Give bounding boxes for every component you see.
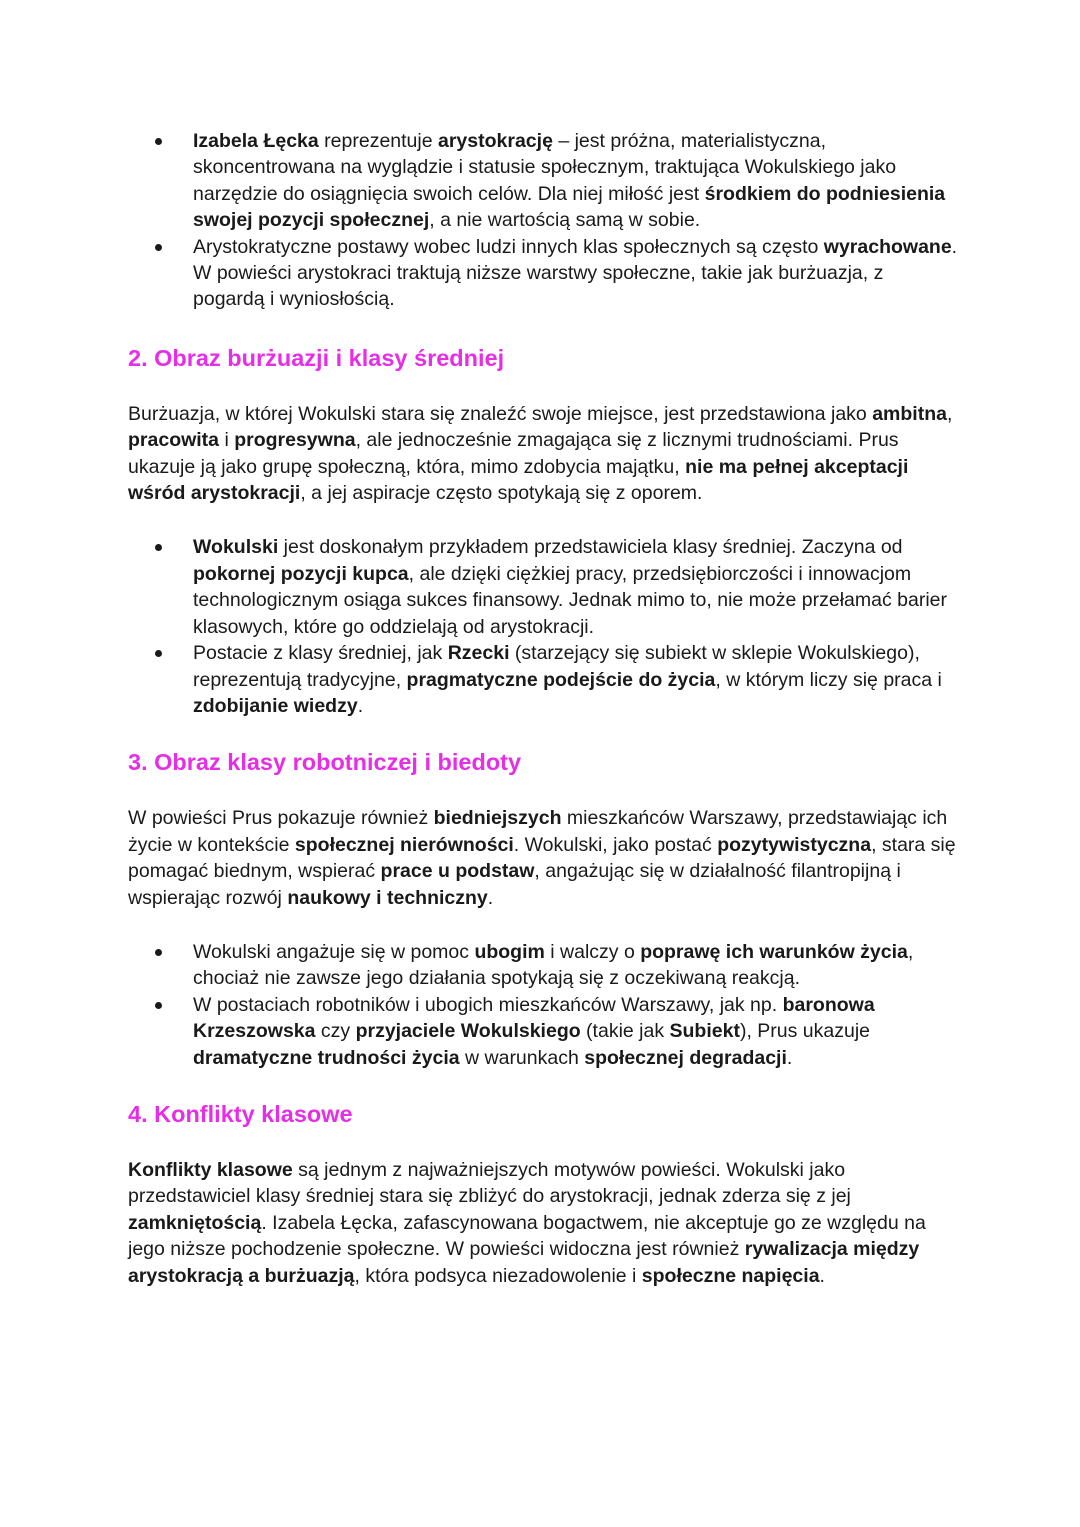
bold-text-run: zdobijanie wiedzy [193,694,358,717]
text-run: W powieści Prus pokazuje również [128,807,434,830]
text-run: W postaciach robotników i ubogich mieszkańców Warszawy, jak np. [193,993,783,1016]
aristocracy-bullet-list [128,128,958,313]
text-run: , [946,402,953,425]
bold-text-run: dramatyczne trudności życia [193,1046,460,1069]
bold-text-run: ambitna [872,402,947,425]
text-run: Arystokratyczne postawy wobec ludzi innych klas społecznych są często [193,235,824,258]
bold-text-run: pragmatyczne podejście do życia [406,668,716,691]
list-item [193,128,958,234]
bold-text-run: nie ma pełnej akceptacji wśród arystokracji [128,455,909,505]
text-run: – jest próżna, materialistyczna, skoncentrowana na wyglądzie i statusie społecznym, traktująca Wokulskiego jako narzędzie do osiągnięcia swoich celów. Dla niej miłość jest [193,130,897,205]
bold-text-run: Rzecki [447,642,510,665]
list-item [193,939,958,992]
paragraph-working-class [128,805,958,911]
bold-text-run: pracowita [128,429,220,452]
bold-text-run: prace u podstaw [380,860,535,883]
text-run: , chociaż nie zawsze jego działania spotykają się z oczekiwaną reakcją. [193,940,914,990]
text-run: , ale dzięki ciężkiej pracy, przedsiębiorczości i innowacjom technologicznym osiąga sukces finansowy. Jednak mimo to, nie może przełamać barier klasowych, które go oddzielają od arystokracji. [193,562,947,638]
text-run: Postacie z klasy średniej, jak [193,642,448,665]
bold-text-run: baronowa Krzeszowska [193,993,875,1043]
text-run: czy [315,1020,356,1043]
text-run: , angażując się w działalność filantropijną i wspierając rozwój [128,860,901,909]
document-content [128,128,958,1289]
text-run: . Wokulski, jako postać [513,833,718,856]
bold-text-run: społeczne napięcia [641,1264,820,1287]
middle-class-bullet-list [128,534,958,719]
bold-text-run: wyrachowane [823,235,952,258]
text-run: . Izabela Łęcka, zafascynowana bogactwem, nie akceptuje go ze względu na jego niższe pochodzenie społeczne. W powieści widoczna jest również [128,1211,926,1261]
bold-text-run: naukowy i techniczny [287,886,488,909]
bold-text-run: środkiem do podniesienia swojej pozycji społecznej [193,182,946,232]
section-heading-bourgeoisie: 2. Obraz burżuazji i klasy średniej [128,344,505,371]
text-run: reprezentuje [318,130,438,152]
text-run: , w którym liczy się praca i [715,668,942,691]
text-run: są jednym z najważniejszych motywów powieści. Wokulski jako przedstawiciel klasy średniej stara się zbliżyć do arystokracji, jednak zderza się z jej [128,1158,851,1208]
bold-text-run: społecznej degradacji [584,1046,787,1069]
bold-text-run: ubogim [474,940,545,963]
text-run: (starzejący się subiekt w sklepie Wokulskiego), reprezentują tradycyjne, [193,642,920,691]
text-run: jest doskonałym przykładem przedstawiciela klasy średniej. Zaczyna od [278,536,903,559]
text-run: . [487,886,494,909]
text-run: Wokulski angażuje się w pomoc [193,940,475,963]
text-run: , stara się pomagać biednym, wspierać [128,833,956,883]
bold-text-run: Izabela Łęcka [193,130,319,152]
text-run: (takie jak [580,1020,670,1043]
text-run: . [819,1264,825,1287]
text-run: , a jej aspiracje często spotykają się z oporem. [300,482,703,505]
bold-text-run: Wokulski [193,536,279,559]
text-run: ), Prus ukazuje [739,1020,871,1043]
bold-text-run: Konflikty klasowe [128,1158,293,1181]
bold-text-run: Subiekt [669,1020,740,1043]
text-run: , która podsyca niezadowolenie i [354,1264,642,1287]
list-item [193,234,958,313]
text-run: . W powieści arystokraci traktują niższe warstwy społeczne, takie jak burżuazja, z pogardą i wyniosłością. [193,235,958,311]
text-run: i walczy o [544,940,641,963]
bold-text-run: poprawę ich warunków życia [640,940,908,963]
text-run: . [786,1046,793,1069]
list-item [193,534,958,640]
bold-text-run: przyjaciele Wokulskiego [355,1020,581,1043]
paragraph-class-conflicts [128,1157,958,1289]
text-run: , a nie wartością samą w sobie. [429,209,701,232]
section-heading-working-class: 3. Obraz klasy robotniczej i biedoty [128,749,522,776]
bold-text-run: pokornej pozycji kupca [193,562,409,585]
text-run: w warunkach [459,1046,585,1069]
text-run: . [357,694,364,717]
text-run: mieszkańców Warszawy, przedstawiając ich życie w kontekście [128,807,948,856]
section-heading-class-conflicts: 4. Konflikty klasowe [128,1100,353,1127]
bold-text-run: pozytywistyczna [717,833,872,856]
bold-text-run: społecznej nierówności [294,833,514,856]
bold-text-run: arystokrację [438,130,553,152]
bold-text-run: zamkniętością [128,1211,262,1234]
list-item [193,992,958,1071]
text-run: , ale jednocześnie zmagająca się z licznymi trudnościami. Prus ukazuje ją jako grupę społeczną, która, mimo zdobycia majątku, [128,429,899,478]
working-class-bullet-list [128,939,958,1071]
list-item [193,640,958,719]
text-run: i [219,429,235,452]
bold-text-run: biedniejszych [433,807,562,830]
text-run: Burżuazja, w której Wokulski stara się znaleźć swoje miejsce, jest przedstawiona jako [128,402,873,425]
bold-text-run: progresywna [234,429,356,452]
bold-text-run: rywalizacja między arystokracją a burżuazją [128,1238,920,1287]
paragraph-bourgeoisie [128,401,958,507]
